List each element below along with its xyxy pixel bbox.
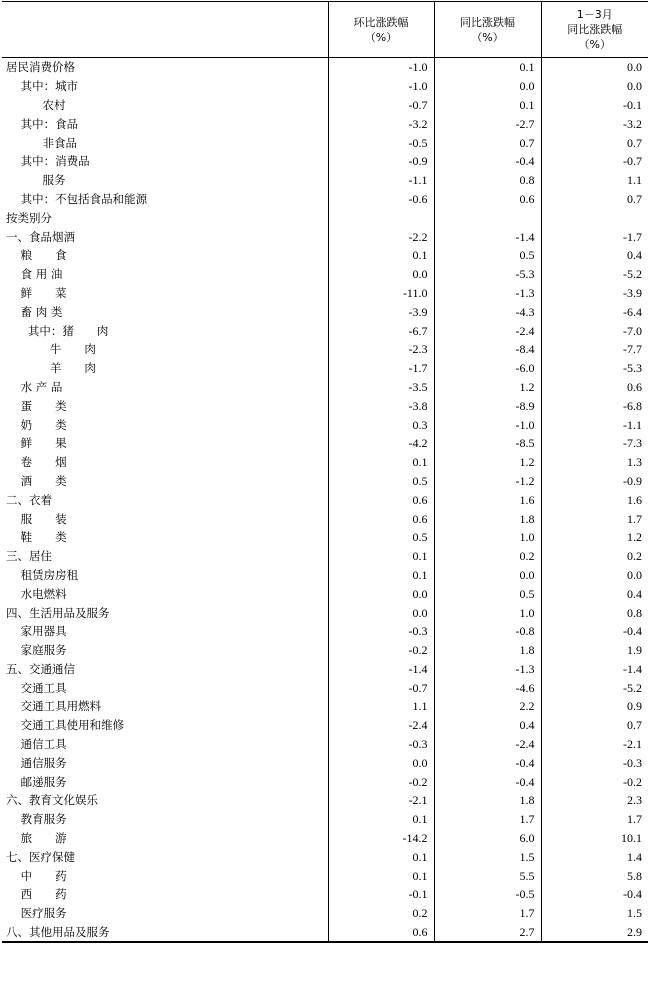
cell-yoy: 1.8 [434, 641, 541, 660]
row-label: 粮 食 [6, 248, 67, 263]
cell-mom: -14.2 [328, 829, 434, 848]
header-yoy [434, 2, 541, 58]
table-row [2, 904, 648, 923]
cell-mom: 0.6 [328, 490, 434, 509]
cell-ytd [541, 208, 648, 227]
cell-mom: -3.5 [328, 378, 434, 397]
cell-yoy: -6.0 [434, 359, 541, 378]
cell-yoy: -0.4 [434, 753, 541, 772]
cell-mom: -0.6 [328, 190, 434, 209]
table-row [2, 923, 648, 943]
row-label: 卷 烟 [6, 455, 67, 470]
table-row [2, 133, 648, 152]
cell-yoy: 1.6 [434, 490, 541, 509]
table-row [2, 114, 648, 133]
table-row [2, 847, 648, 866]
cell-mom: -2.2 [328, 227, 434, 246]
row-label: 其中：食品 [6, 116, 79, 131]
cell-mom: 0.0 [328, 265, 434, 284]
cell-yoy: 5.5 [434, 866, 541, 885]
row-label: 服 装 [6, 511, 67, 526]
cell-ytd: -2.1 [541, 735, 648, 754]
cell-ytd: -0.3 [541, 753, 648, 772]
table-row [2, 716, 648, 735]
cell-mom: 0.1 [328, 866, 434, 885]
cell-yoy: 0.0 [434, 77, 541, 96]
row-label: 二、衣着 [6, 492, 52, 507]
cell-yoy: 1.8 [434, 791, 541, 810]
cell-yoy: 0.5 [434, 246, 541, 265]
cell-yoy: 1.0 [434, 528, 541, 547]
row-label: 邮递服务 [6, 774, 67, 789]
table-row [2, 359, 648, 378]
table-row [2, 810, 648, 829]
cell-yoy: 1.7 [434, 904, 541, 923]
row-label: 交通工具使用和维修 [6, 718, 125, 733]
row-label: 家用器具 [6, 624, 67, 639]
header-mom-unit: （%） [364, 30, 398, 44]
table-row [2, 735, 648, 754]
table-row [2, 284, 648, 303]
row-label: 羊 肉 [6, 361, 96, 376]
cell-ytd: -5.3 [541, 359, 648, 378]
row-label: 交通工具 [6, 680, 67, 695]
row-label: 蛋 类 [6, 398, 67, 413]
header-row [2, 2, 648, 58]
cell-ytd: -0.4 [541, 885, 648, 904]
cell-yoy: -1.3 [434, 660, 541, 679]
table-row [2, 660, 648, 679]
row-label: 三、居住 [6, 549, 52, 564]
cell-yoy: -0.5 [434, 885, 541, 904]
cell-ytd: 2.9 [541, 923, 648, 943]
cell-mom: -0.1 [328, 885, 434, 904]
table-row [2, 603, 648, 622]
cell-yoy: 1.5 [434, 847, 541, 866]
cell-mom: 1.1 [328, 697, 434, 716]
cell-yoy: 2.7 [434, 923, 541, 943]
table-row [2, 885, 648, 904]
cell-yoy: 1.8 [434, 509, 541, 528]
cell-ytd: 1.6 [541, 490, 648, 509]
row-label: 鞋 类 [6, 530, 67, 545]
table-row [2, 152, 648, 171]
table-row [2, 77, 648, 96]
header-mom [328, 2, 434, 58]
row-label: 西 药 [6, 887, 67, 902]
header-yoy-unit: （%） [471, 30, 504, 44]
table-row [2, 584, 648, 603]
table-row [2, 472, 648, 491]
cell-ytd: -7.3 [541, 434, 648, 453]
row-label: 非食品 [6, 135, 78, 150]
table-row [2, 396, 648, 415]
table-row [2, 772, 648, 791]
cell-mom: -2.3 [328, 340, 434, 359]
cell-yoy: -0.4 [434, 772, 541, 791]
table-row [2, 453, 648, 472]
table-row [2, 340, 648, 359]
cell-mom: 0.0 [328, 753, 434, 772]
cell-mom: -2.1 [328, 791, 434, 810]
cell-ytd: 0.7 [541, 190, 648, 209]
cell-mom: 0.1 [328, 547, 434, 566]
table-row [2, 415, 648, 434]
cell-ytd: 0.7 [541, 133, 648, 152]
cell-ytd: -0.9 [541, 472, 648, 491]
cell-yoy: 2.2 [434, 697, 541, 716]
cell-ytd: -7.0 [541, 321, 648, 340]
row-label: 按类别分 [6, 210, 52, 225]
cell-ytd: 0.8 [541, 603, 648, 622]
row-label: 其中：城市 [6, 79, 79, 94]
row-label: 鲜 菜 [6, 285, 67, 300]
cell-yoy: 0.1 [434, 96, 541, 115]
cell-ytd: 0.9 [541, 697, 648, 716]
row-label: 其中：消费品 [6, 154, 90, 169]
table-row [2, 190, 648, 209]
cell-ytd: -3.2 [541, 114, 648, 133]
cell-yoy: 1.7 [434, 810, 541, 829]
table-row [2, 434, 648, 453]
table-row [2, 265, 648, 284]
cell-ytd: 0.2 [541, 547, 648, 566]
cell-yoy: 6.0 [434, 829, 541, 848]
cell-yoy: -2.7 [434, 114, 541, 133]
table-row [2, 753, 648, 772]
cell-yoy: -8.5 [434, 434, 541, 453]
cell-ytd: -0.7 [541, 152, 648, 171]
header-yoy-title: 同比涨跌幅 [460, 15, 515, 29]
cell-mom: -4.2 [328, 434, 434, 453]
table-row [2, 678, 648, 697]
row-label: 旅 游 [6, 831, 67, 846]
cell-mom: -0.9 [328, 152, 434, 171]
row-label: 家庭服务 [6, 643, 67, 658]
cell-ytd: 0.0 [541, 58, 648, 77]
cell-ytd: 0.6 [541, 378, 648, 397]
cell-ytd: -1.4 [541, 660, 648, 679]
cell-mom: -0.2 [328, 641, 434, 660]
cell-ytd: 1.4 [541, 847, 648, 866]
cell-ytd: 0.7 [541, 716, 648, 735]
cell-mom: -1.0 [328, 58, 434, 77]
cell-ytd: -6.8 [541, 396, 648, 415]
header-label-cell [2, 2, 328, 58]
cell-yoy: -4.3 [434, 302, 541, 321]
cell-yoy: -1.4 [434, 227, 541, 246]
cell-ytd: 1.2 [541, 528, 648, 547]
table-row [2, 208, 648, 227]
table-row [2, 641, 648, 660]
table-row [2, 829, 648, 848]
cell-mom: 0.5 [328, 528, 434, 547]
row-label: 水 产 品 [6, 379, 63, 394]
row-label: 其中：不包括食品和能源 [6, 191, 148, 206]
cell-ytd: -6.4 [541, 302, 648, 321]
cell-yoy: 0.0 [434, 566, 541, 585]
row-label: 奶 类 [6, 417, 67, 432]
cell-mom: -2.4 [328, 716, 434, 735]
cell-ytd: -1.1 [541, 415, 648, 434]
table-row [2, 246, 648, 265]
row-label: 通信服务 [6, 755, 67, 770]
cell-ytd: -5.2 [541, 678, 648, 697]
cell-yoy: 0.2 [434, 547, 541, 566]
cell-mom: 0.1 [328, 810, 434, 829]
cell-mom: -1.7 [328, 359, 434, 378]
row-label: 酒 类 [6, 473, 67, 488]
cell-ytd: 10.1 [541, 829, 648, 848]
cell-mom: 0.1 [328, 847, 434, 866]
row-label: 八、其他用品及服务 [2, 923, 328, 943]
cell-yoy: -4.6 [434, 678, 541, 697]
cell-ytd: 1.5 [541, 904, 648, 923]
cell-mom [328, 208, 434, 227]
cell-mom: 0.1 [328, 453, 434, 472]
header-mom-title: 环比涨跌幅 [353, 15, 409, 29]
cell-mom: 0.3 [328, 415, 434, 434]
cell-yoy: -1.3 [434, 284, 541, 303]
cell-yoy: -1.2 [434, 472, 541, 491]
cell-yoy: 0.1 [434, 58, 541, 77]
row-label: 教育服务 [6, 812, 67, 827]
cell-mom: -0.3 [328, 735, 434, 754]
table-row [2, 566, 648, 585]
row-label: 一、食品烟酒 [6, 229, 75, 244]
cell-yoy: -5.3 [434, 265, 541, 284]
cell-yoy: -8.9 [434, 396, 541, 415]
table-row [2, 622, 648, 641]
table-row [2, 171, 648, 190]
table-row [2, 302, 648, 321]
row-label: 医疗服务 [6, 906, 67, 921]
cell-yoy: -2.4 [434, 321, 541, 340]
cell-ytd: 0.4 [541, 584, 648, 603]
header-ytd [541, 2, 648, 58]
cell-ytd: 1.9 [541, 641, 648, 660]
cell-ytd: 0.4 [541, 246, 648, 265]
cell-yoy: 1.2 [434, 453, 541, 472]
cell-mom: -3.2 [328, 114, 434, 133]
cell-ytd: 1.7 [541, 509, 648, 528]
row-label: 四、生活用品及服务 [6, 605, 110, 620]
table-row [2, 321, 648, 340]
table-row [2, 697, 648, 716]
table-row [2, 227, 648, 246]
row-label: 鲜 果 [6, 436, 67, 451]
cell-ytd: 1.1 [541, 171, 648, 190]
row-label: 七、医疗保健 [6, 849, 75, 864]
cell-mom: -0.2 [328, 772, 434, 791]
cell-ytd: 1.7 [541, 810, 648, 829]
cell-yoy: 0.8 [434, 171, 541, 190]
row-label: 水电燃料 [6, 586, 67, 601]
table-row [2, 58, 648, 77]
cell-mom: 0.0 [328, 584, 434, 603]
cell-yoy: 0.6 [434, 190, 541, 209]
row-label: 通信工具 [6, 737, 67, 752]
cell-ytd: -7.7 [541, 340, 648, 359]
cell-ytd: -0.4 [541, 622, 648, 641]
cell-mom: 0.1 [328, 566, 434, 585]
cell-mom: 0.0 [328, 603, 434, 622]
table-row [2, 490, 648, 509]
cell-yoy: -0.4 [434, 152, 541, 171]
cell-mom: -6.7 [328, 321, 434, 340]
cell-ytd: -0.2 [541, 772, 648, 791]
cell-mom: -11.0 [328, 284, 434, 303]
cell-mom: -1.4 [328, 660, 434, 679]
row-label: 其中：猪 肉 [6, 323, 109, 338]
cell-mom: -1.0 [328, 77, 434, 96]
row-label: 食 用 油 [6, 267, 63, 282]
cell-mom: 0.6 [328, 923, 434, 943]
cell-mom: -0.7 [328, 678, 434, 697]
cell-yoy: 1.0 [434, 603, 541, 622]
table-row [2, 547, 648, 566]
cell-ytd: 2.3 [541, 791, 648, 810]
header-ytd-period: 1－3月 [576, 8, 613, 21]
cell-mom: 0.1 [328, 246, 434, 265]
row-label: 牛 肉 [6, 342, 96, 357]
cell-mom: -0.5 [328, 133, 434, 152]
cpi-table [2, 1, 648, 943]
cell-ytd: -1.7 [541, 227, 648, 246]
cell-yoy [434, 208, 541, 227]
row-label: 服务 [6, 173, 66, 188]
cell-ytd: 1.3 [541, 453, 648, 472]
cell-mom: 0.2 [328, 904, 434, 923]
row-label: 交通工具用燃料 [6, 699, 102, 714]
cell-mom: -3.8 [328, 396, 434, 415]
cell-ytd: -0.1 [541, 96, 648, 115]
header-ytd-title: 同比涨跌幅 [567, 23, 623, 36]
table-row [2, 96, 648, 115]
cell-mom: 0.5 [328, 472, 434, 491]
table-row [2, 509, 648, 528]
row-label: 租赁房房租 [6, 567, 79, 582]
row-label: 居民消费价格 [6, 60, 75, 75]
cell-yoy: -1.0 [434, 415, 541, 434]
row-label: 五、交通通信 [6, 661, 75, 676]
cell-ytd: 0.0 [541, 77, 648, 96]
table-row [2, 378, 648, 397]
row-label: 畜 肉 类 [6, 304, 63, 319]
cell-mom: 0.6 [328, 509, 434, 528]
table-row [2, 866, 648, 885]
row-label: 六、教育文化娱乐 [6, 793, 98, 808]
cell-yoy: -8.4 [434, 340, 541, 359]
row-label: 农村 [6, 97, 66, 112]
table-row [2, 528, 648, 547]
cell-mom: -1.1 [328, 171, 434, 190]
cell-ytd: -3.9 [541, 284, 648, 303]
cell-yoy: -2.4 [434, 735, 541, 754]
cell-mom: -3.9 [328, 302, 434, 321]
cell-yoy: 0.4 [434, 716, 541, 735]
cell-yoy: 0.5 [434, 584, 541, 603]
table-row [2, 791, 648, 810]
cell-ytd: -5.2 [541, 265, 648, 284]
cell-yoy: 1.2 [434, 378, 541, 397]
cell-yoy: -0.8 [434, 622, 541, 641]
cell-mom: -0.7 [328, 96, 434, 115]
table-header [2, 2, 648, 58]
table-body [2, 58, 648, 943]
cell-yoy: 0.7 [434, 133, 541, 152]
cell-ytd: 0.0 [541, 566, 648, 585]
row-label: 中 药 [6, 868, 67, 883]
cell-mom: -0.3 [328, 622, 434, 641]
header-ytd-unit: （%） [578, 38, 611, 51]
cell-ytd: 5.8 [541, 866, 648, 885]
